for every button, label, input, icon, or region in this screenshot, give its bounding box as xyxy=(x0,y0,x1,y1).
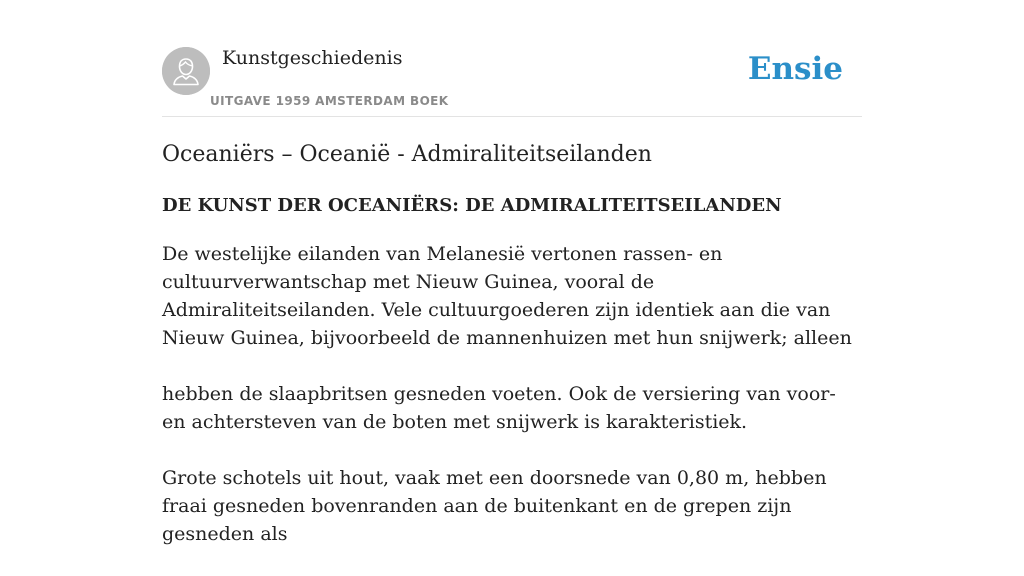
author-name[interactable]: Kunstgeschiedenis xyxy=(222,47,403,69)
ensie-logo[interactable]: Ensie xyxy=(747,51,843,87)
paragraph: hebben de slaapbritsen gesneden voeten. Ook de versiering van voor- en achtersteven van de boten met snijwerk is karakteristiek. xyxy=(162,383,836,433)
paragraph: Grote schotels uit hout, vaak met een doorsnede van 0,80 m, hebben fraai gesneden bovenranden aan de buitenkant en de grepen zijn gesneden als xyxy=(162,467,827,545)
avatar[interactable] xyxy=(162,47,210,95)
header xyxy=(162,0,862,117)
edition-label: UITGAVE 1959 AMSTERDAM BOEK xyxy=(210,94,449,108)
user-silhouette-icon xyxy=(162,47,210,95)
article-heading: DE KUNST DER OCEANIËRS: DE ADMIRALITEITSEILANDEN xyxy=(162,195,782,216)
page-title: Oceaniërs – Oceanië - Admiraliteitseilanden xyxy=(162,142,652,167)
paragraph: De westelijke eilanden van Melanesië vertonen rassen- en cultuurverwantschap met Nieuw Guinea, vooral de Admiraliteitseilanden. Vele cultuurgoederen zijn identiek aan die van Nieuw Guinea, bijvoorbeeld de mannenhuizen met hun snijwerk; alleen xyxy=(162,243,852,349)
article-body xyxy=(162,240,862,576)
page-container xyxy=(162,0,862,545)
